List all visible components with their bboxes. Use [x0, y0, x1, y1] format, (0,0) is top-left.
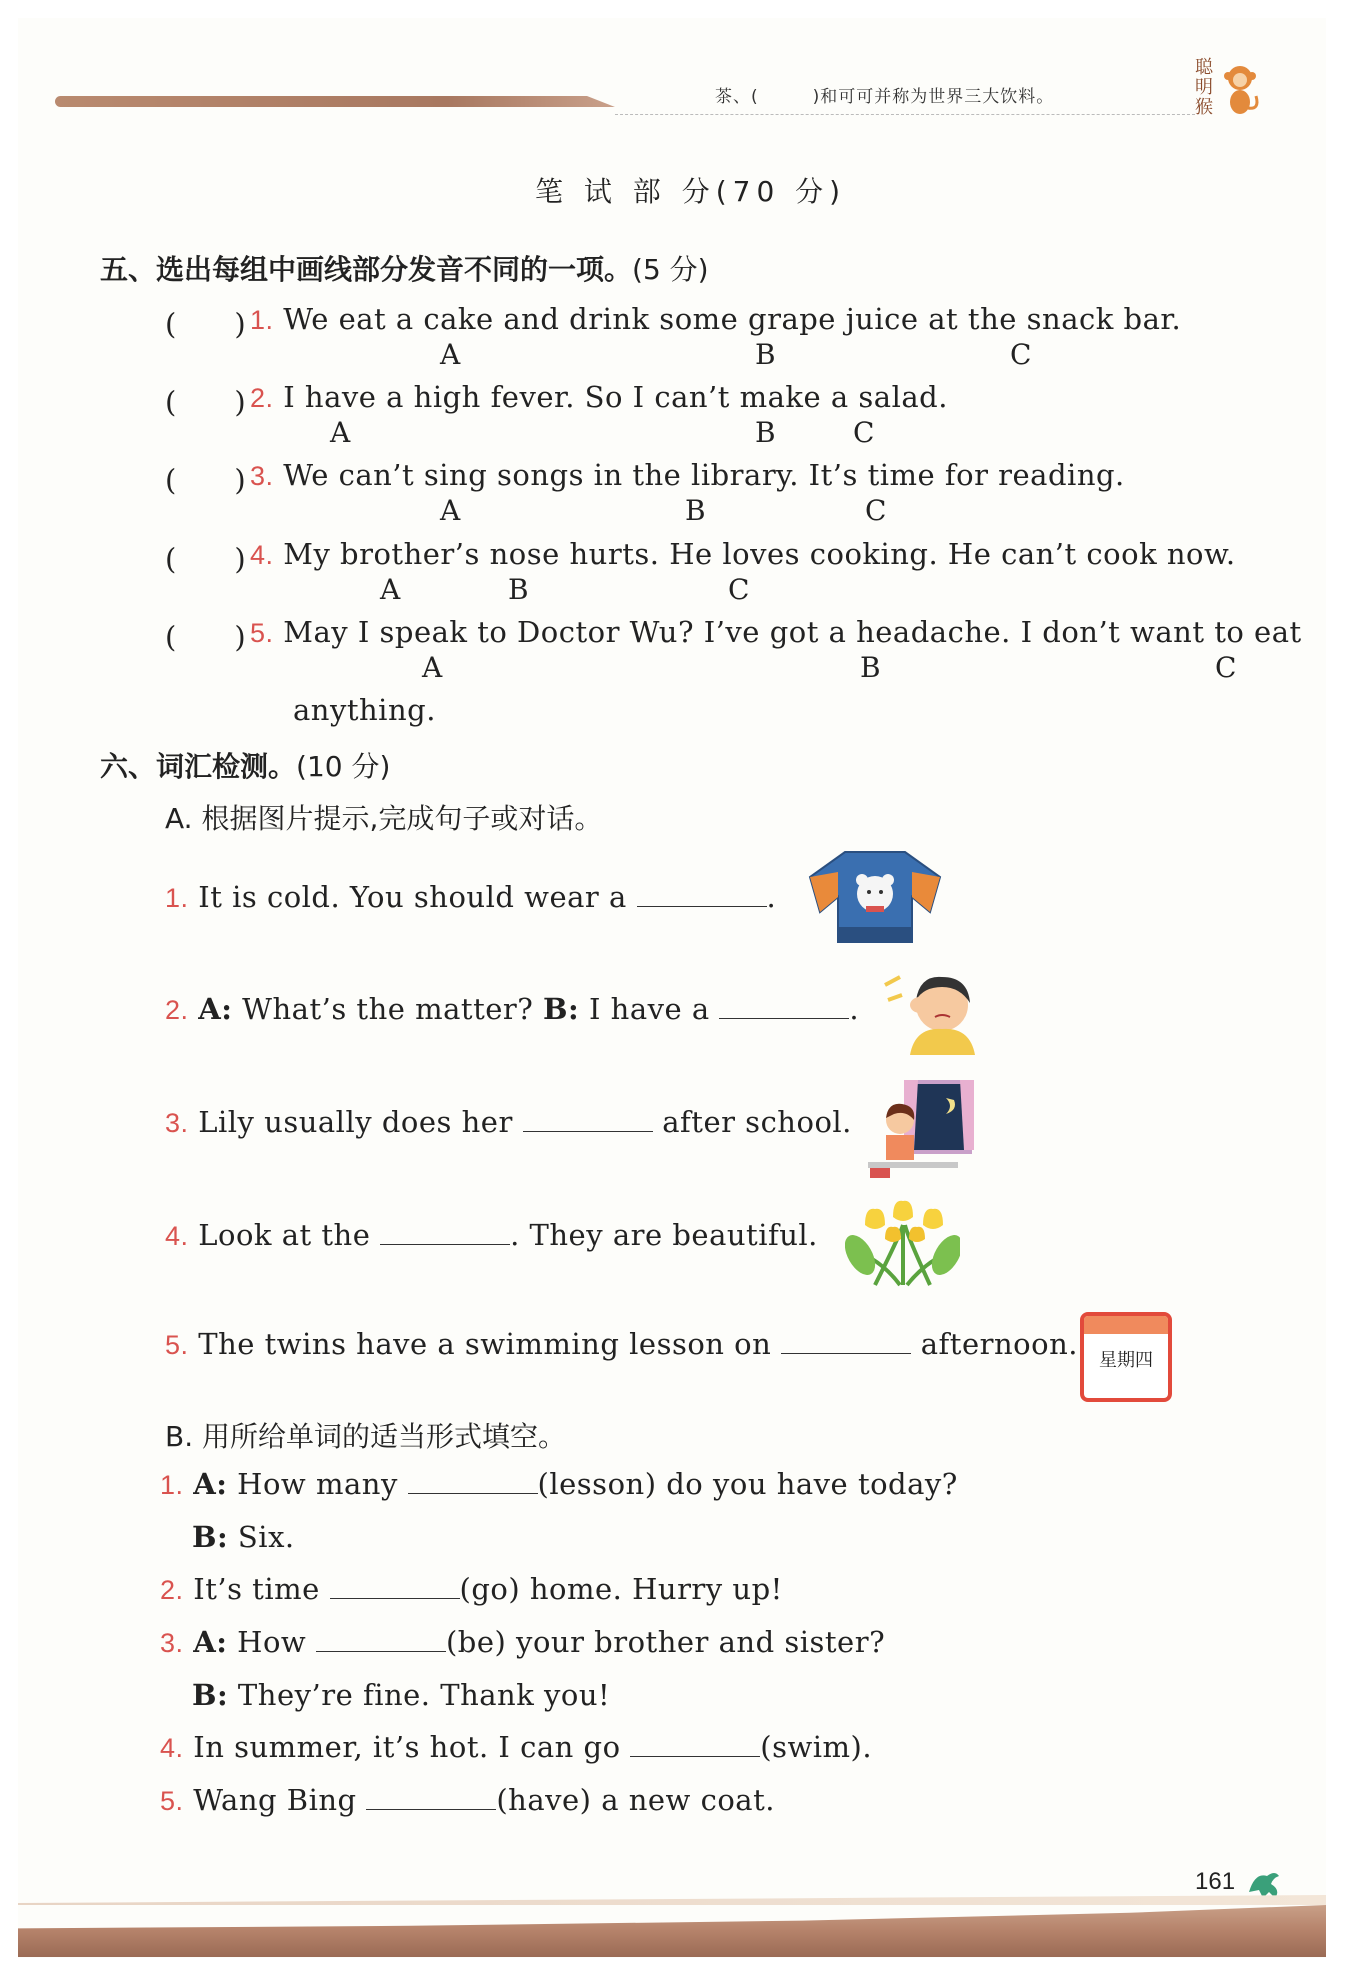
- option-a: A: [440, 494, 461, 527]
- partB-item-4: 4. In summer, it’s hot. I can go (swim).: [160, 1730, 873, 1764]
- answer-blank[interactable]: [523, 1109, 653, 1132]
- option-a: A: [440, 338, 461, 371]
- partA-item-1: 1. It is cold. You should wear a .: [165, 880, 777, 914]
- tulips-picture: [845, 1195, 960, 1290]
- option-a: A: [380, 573, 401, 606]
- question-text: 5. May I speak to Doctor Wu? I’ve got a headache. I don’t want to eat: [250, 615, 1302, 649]
- question-text: 3. We can’t sing songs in the library. It’s time for reading.: [250, 458, 1125, 492]
- partB-item-3-reply: B: They’re fine. Thank you!: [192, 1678, 611, 1712]
- answer-blank[interactable]: [781, 1331, 911, 1354]
- partA-item-4: 4. Look at the . They are beautiful.: [165, 1218, 818, 1252]
- partA-item-5: 5. The twins have a swimming lesson on afternoon.: [165, 1327, 1078, 1361]
- partB-item-1-reply: B: Six.: [192, 1520, 295, 1554]
- answer-blank[interactable]: [366, 1787, 496, 1810]
- option-b: B: [685, 494, 706, 527]
- question-text: 4. My brother’s nose hurts. He loves cooking. He can’t cook now.: [250, 537, 1236, 571]
- answer-blank[interactable]: [408, 1471, 538, 1494]
- header-tip: 茶、( )和可可并称为世界三大饮料。: [715, 87, 1055, 107]
- answer-paren[interactable]: ( ): [165, 620, 246, 654]
- section6-title: 六、词汇检测。(10 分): [100, 750, 391, 783]
- headache-boy-picture: [880, 965, 990, 1060]
- sweater-picture: [800, 842, 950, 947]
- header-divider: [615, 114, 1195, 115]
- calendar-header: [1084, 1316, 1168, 1334]
- option-c: C: [728, 573, 750, 606]
- question-text: 1. We eat a cake and drink some grape juice at the snack bar.: [250, 302, 1182, 336]
- mascot-label: 聪 明 猴: [1195, 57, 1213, 118]
- partB-item-5: 5. Wang Bing (have) a new coat.: [160, 1783, 775, 1817]
- answer-paren[interactable]: ( ): [165, 463, 246, 497]
- answer-blank[interactable]: [316, 1629, 446, 1652]
- page-number: 161: [1195, 1868, 1236, 1895]
- answer-blank[interactable]: [380, 1222, 510, 1245]
- option-b: B: [508, 573, 529, 606]
- option-b: B: [755, 338, 776, 371]
- part-title: 笔 试 部 分(70 分): [535, 175, 847, 208]
- answer-paren[interactable]: ( ): [165, 542, 246, 576]
- answer-blank[interactable]: [630, 1734, 760, 1757]
- option-a: A: [330, 416, 351, 449]
- option-c: C: [853, 416, 875, 449]
- option-b: B: [860, 651, 881, 684]
- option-a: A: [422, 651, 443, 684]
- answer-blank[interactable]: [719, 996, 849, 1019]
- option-c: C: [1010, 338, 1032, 371]
- option-c: C: [1215, 651, 1237, 684]
- partB-title: B. 用所给单词的适当形式填空。: [165, 1420, 567, 1453]
- monkey-mascot-icon: [1218, 58, 1260, 118]
- girl-homework-picture: [858, 1080, 978, 1180]
- answer-blank[interactable]: [330, 1576, 460, 1599]
- question-text: 2. I have a high fever. So I can’t make a salad.: [250, 380, 948, 414]
- section5-title: 五、选出每组中画线部分发音不同的一项。(5 分): [100, 253, 709, 286]
- option-b: B: [755, 416, 776, 449]
- partB-item-3: 3. A: How (be) your brother and sister?: [160, 1625, 886, 1659]
- question-continuation: anything.: [293, 693, 436, 727]
- partA-title: A. 根据图片提示,完成句子或对话。: [165, 802, 603, 835]
- partB-item-1: 1. A: How many (lesson) do you have today?: [160, 1467, 958, 1501]
- calendar-icon: [1080, 1312, 1172, 1402]
- answer-blank[interactable]: [637, 884, 767, 907]
- option-c: C: [865, 494, 887, 527]
- partA-item-3: 3. Lily usually does her after school.: [165, 1105, 852, 1139]
- answer-paren[interactable]: ( ): [165, 307, 246, 341]
- answer-paren[interactable]: ( ): [165, 385, 246, 419]
- partB-item-2: 2. It’s time (go) home. Hurry up!: [160, 1572, 783, 1606]
- header-bar: [55, 96, 615, 107]
- calendar-weekday: 星期四: [1099, 1350, 1153, 1371]
- partA-item-2: 2. A: What’s the matter? B: I have a .: [165, 992, 860, 1026]
